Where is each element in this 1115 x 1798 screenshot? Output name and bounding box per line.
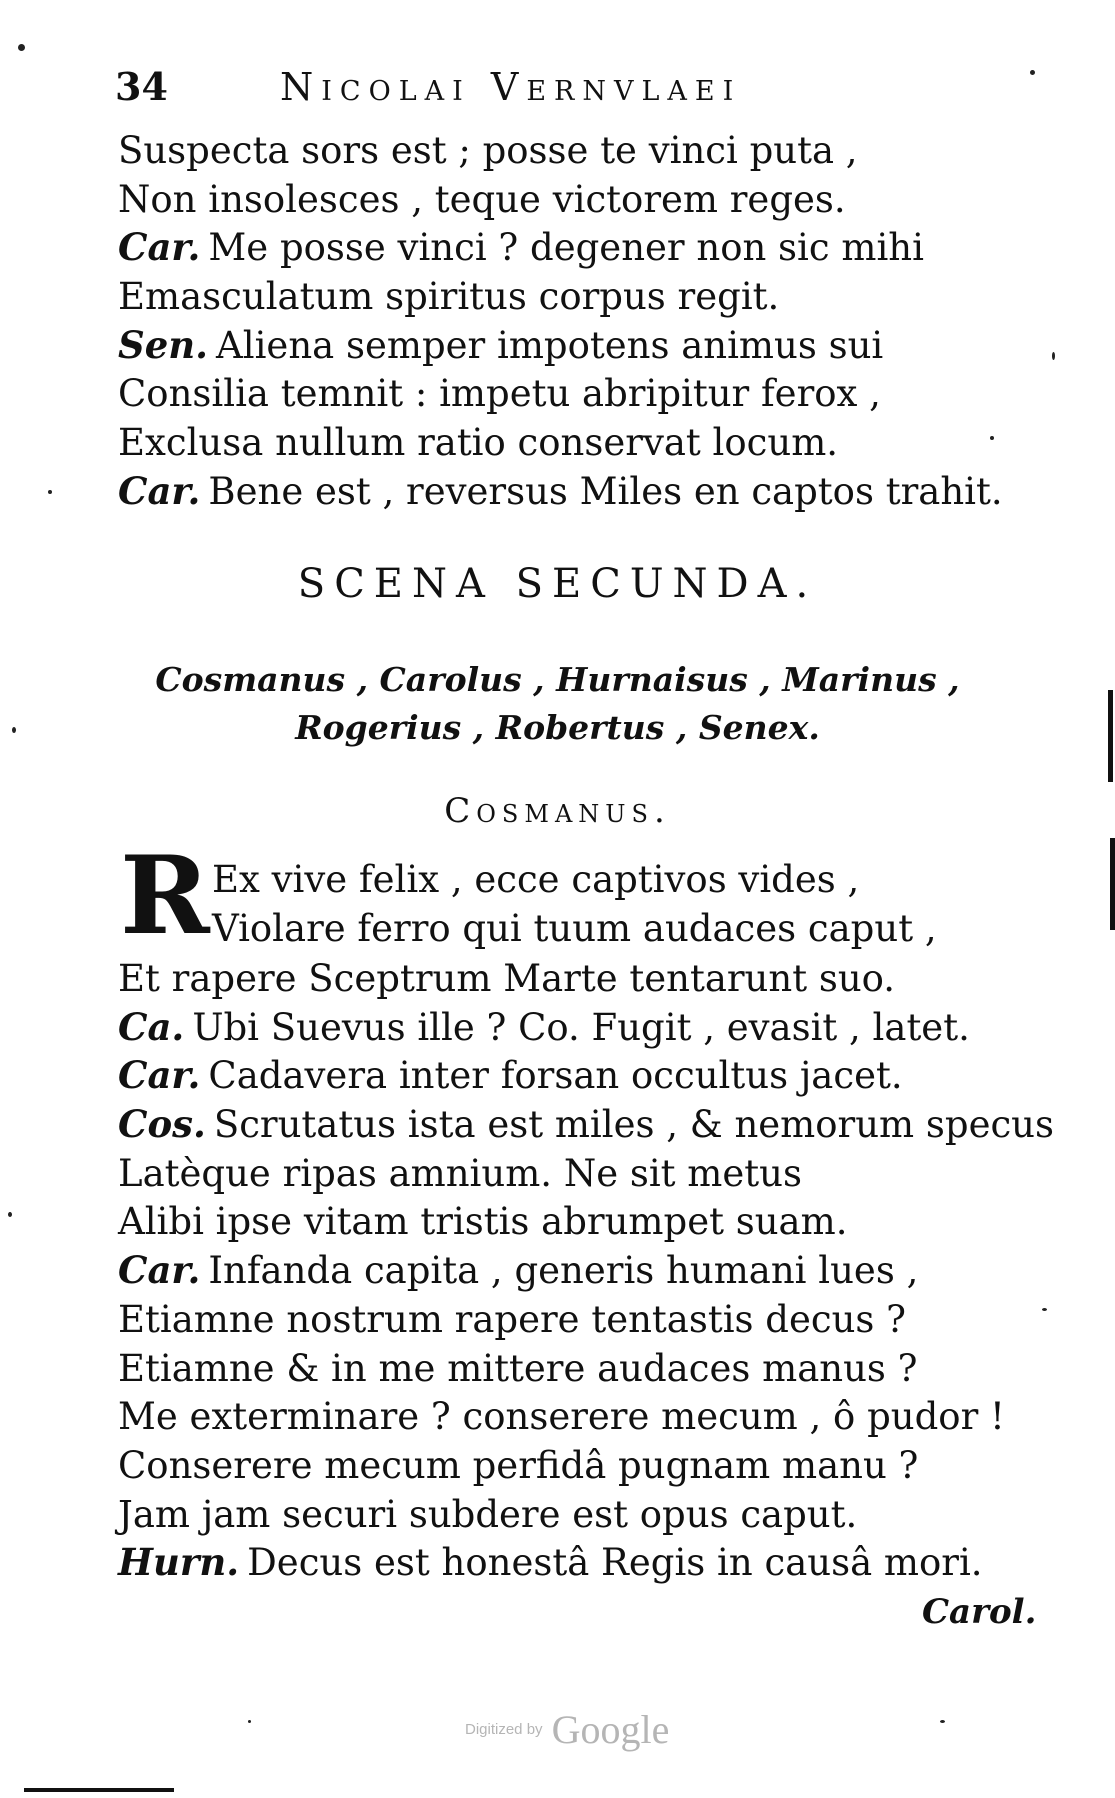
speaker-label: Car.: [118, 468, 201, 513]
verse-line: [118, 1003, 998, 1052]
verse-line: [118, 1344, 998, 1393]
verse-text: Consilia temnit : impetu abripitur ferox ,: [118, 372, 881, 416]
verse-line: Violare ferro qui tuum audaces caput ,: [212, 906, 937, 950]
speck: [248, 1720, 251, 1723]
verse-text: Me posse vinci ? degener non sic mihi: [208, 226, 924, 270]
verse-text: Infanda capita , generis humani lues ,: [208, 1249, 919, 1293]
verse-line: [118, 1051, 998, 1100]
verse-text: Cadavera inter forsan occultus jacet.: [208, 1054, 903, 1098]
verse-text: Etiamne & in me mittere audaces manus ?: [118, 1346, 918, 1390]
verse-text: Alibi ipse vitam tristis abrumpet suam.: [118, 1200, 848, 1244]
verse-line: [118, 1441, 998, 1490]
verse-line: [118, 1197, 998, 1246]
verse-text: Etiamne nostrum rapere tentastis decus ?: [118, 1297, 907, 1341]
speaker-heading: Cosmanus.: [444, 791, 671, 831]
running-head: Nicolai Vernvlaei: [280, 65, 742, 109]
verse-text: Aliena semper impotens animus sui: [216, 323, 884, 367]
dramatis-personae-line-1: Cosmanus , Carolus , Hurnaisus , Marinus ,: [155, 660, 960, 699]
verse-line: [118, 223, 998, 272]
verse-text: Decus est honestâ Regis in causâ mori.: [247, 1541, 983, 1585]
verse-line: [118, 1538, 998, 1587]
speaker-label: Ca.: [118, 1004, 185, 1049]
verse-text: Me exterminare ? conserere mecum , ô pudor !: [118, 1395, 1005, 1439]
scan-edge-right-lower: [1110, 838, 1115, 930]
verse-line: [118, 954, 998, 1003]
main-verse-block: [118, 954, 1055, 1587]
verse-line: [118, 467, 1003, 516]
verse-line: Ex vive felix , ecce captivos vides ,: [212, 858, 860, 901]
speck: [1042, 1308, 1047, 1311]
drop-cap-lines: [212, 856, 992, 953]
verse-text: Suspecta sors est ; posse te vinci puta ,: [118, 129, 858, 172]
verse-text: Jam jam securi subdere est opus caput.: [118, 1492, 858, 1536]
speck: [940, 1720, 945, 1723]
verse-text: Scrutatus ista est miles , & nemorum specus: [213, 1103, 1055, 1147]
verse-line: [118, 272, 998, 321]
watermark-small-text: Digitized by: [465, 1721, 543, 1738]
verse-line: [118, 369, 998, 418]
verse-text: Ubi Suevus ille ? Co. Fugit , evasit , latet.: [192, 1005, 970, 1049]
verse-line: [118, 1392, 1005, 1441]
verse-line: [118, 175, 998, 224]
speck: [8, 1212, 12, 1217]
speck: [18, 44, 25, 51]
verse-text: Latèque ripas amnium. Ne sit metus: [118, 1151, 802, 1195]
scene-heading: SCENA SECUNDA.: [297, 561, 818, 607]
top-verse-block: [118, 126, 1003, 516]
verse-text: Et rapere Sceptrum Marte tentarunt suo.: [118, 957, 896, 1000]
page-number: 34: [115, 64, 168, 109]
drop-cap: R: [120, 833, 210, 959]
verse-line: [118, 1149, 998, 1198]
verse-text: Non insolesces , teque victorem reges.: [118, 177, 846, 221]
verse-text: Emasculatum spiritus corpus regit.: [118, 275, 780, 319]
verse-line: [118, 321, 998, 370]
digitization-watermark: [465, 1706, 669, 1753]
page-header: [115, 62, 915, 112]
speck: [1052, 352, 1055, 360]
verse-line: [118, 1100, 1055, 1149]
speaker-label: Car.: [118, 1053, 201, 1098]
catchword: Carol.: [922, 1592, 1037, 1632]
verse-line: [118, 1295, 998, 1344]
speaker-label: Cos.: [118, 1102, 206, 1147]
speaker-label: Hurn.: [118, 1540, 240, 1585]
verse-line: [118, 1246, 998, 1295]
verse-line: [118, 1490, 998, 1539]
speck: [1030, 70, 1035, 75]
speaker-label: Sen.: [118, 322, 209, 367]
verse-line: [118, 126, 998, 175]
speaker-label: Car.: [118, 1248, 201, 1293]
speck: [48, 490, 52, 494]
dramatis-personae-line-2: Rogerius , Robertus , Senex.: [295, 708, 820, 747]
verse-text: Bene est , reversus Miles en captos trahit.: [208, 469, 1003, 513]
watermark-logo: Google: [551, 1707, 670, 1752]
verse-text: Conserere mecum perfidâ pugnam manu ?: [118, 1443, 919, 1487]
verse-line: [118, 418, 998, 467]
verse-text: Exclusa nullum ratio conservat locum.: [118, 421, 839, 465]
speaker-label: Car.: [118, 225, 201, 270]
scan-edge-bottom: [24, 1788, 174, 1792]
